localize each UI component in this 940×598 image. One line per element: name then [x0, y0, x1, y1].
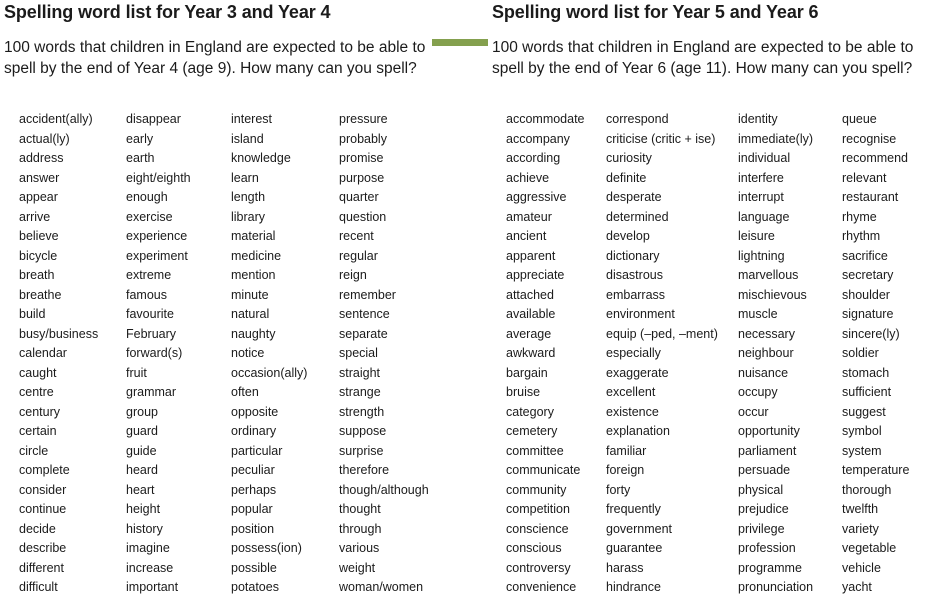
word-item: opposite	[231, 404, 279, 419]
word-item: heart	[126, 482, 155, 497]
word-item: guarantee	[606, 541, 663, 555]
word-item: potatoes	[231, 580, 279, 594]
word-item: parliament	[738, 443, 797, 458]
word-item: famous	[126, 287, 167, 302]
word-item: shoulder	[842, 287, 890, 302]
word-item: history	[126, 521, 163, 536]
word-item: disappear	[126, 112, 181, 126]
word-item: persuade	[738, 463, 791, 477]
word-item: answer	[19, 170, 60, 185]
word-item: committee	[506, 443, 564, 458]
word-item: relevant	[842, 170, 887, 185]
word-item: separate	[339, 326, 388, 341]
word-item: competition	[506, 502, 570, 516]
word-item: centre	[19, 385, 54, 399]
word-item: continue	[19, 502, 67, 516]
word-item: notice	[231, 346, 265, 360]
word-item: vegetable	[842, 541, 897, 555]
word-item: favourite	[126, 307, 174, 321]
word-item: individual	[738, 151, 791, 165]
word-item: equip (–ped, –ment)	[606, 326, 718, 341]
word-item: accident(ally)	[19, 112, 93, 126]
word-item: important	[126, 580, 179, 594]
word-item: thought	[339, 502, 381, 516]
word-item: sentence	[339, 307, 390, 321]
word-item: nuisance	[738, 365, 789, 380]
word-item: yacht	[842, 580, 872, 594]
word-item: neighbour	[738, 346, 794, 360]
word-item: awkward	[506, 346, 556, 360]
word-item: suggest	[842, 404, 886, 419]
word-item: temperature	[842, 463, 910, 477]
word-item: aggressive	[506, 190, 567, 204]
word-item: desperate	[606, 190, 662, 204]
word-item: symbol	[842, 424, 882, 438]
word-item: question	[339, 209, 387, 224]
word-item: attached	[506, 287, 554, 302]
word-item: environment	[606, 307, 675, 321]
word-item: position	[231, 521, 275, 536]
word-item: physical	[738, 482, 784, 497]
word-item: soldier	[842, 346, 879, 360]
word-item: lightning	[738, 248, 785, 263]
word-item: regular	[339, 248, 378, 263]
word-item: therefore	[339, 463, 390, 477]
word-item: profession	[738, 541, 796, 555]
word-item: particular	[231, 443, 283, 458]
word-item: experience	[126, 229, 188, 243]
year34-column-3	[231, 110, 307, 598]
word-item: minute	[231, 287, 269, 302]
word-item: pressure	[339, 112, 388, 126]
word-item: hindrance	[606, 580, 661, 594]
word-item: actual(ly)	[19, 131, 70, 146]
green-divider	[432, 39, 488, 46]
word-item: mention	[231, 268, 276, 282]
word-item: identity	[738, 112, 778, 126]
word-item: exercise	[126, 209, 173, 224]
word-item: community	[506, 482, 567, 497]
word-item: dictionary	[606, 248, 660, 263]
word-item: mischievous	[738, 287, 807, 302]
word-item: busy/business	[19, 326, 99, 341]
word-item: stomach	[842, 365, 890, 380]
word-item: calendar	[19, 346, 67, 360]
word-item: early	[126, 131, 154, 146]
word-item: bruise	[506, 385, 541, 399]
year56-title: Spelling word list for Year 5 and Year 6	[492, 2, 819, 22]
word-item: arrive	[19, 209, 51, 224]
word-item: available	[506, 307, 556, 321]
word-item: correspond	[606, 112, 669, 126]
word-item: enough	[126, 190, 168, 204]
word-item: conscience	[506, 521, 569, 536]
word-item: forty	[606, 482, 631, 497]
word-item: frequently	[606, 502, 661, 516]
word-item: describe	[19, 541, 67, 555]
word-item: foreign	[606, 463, 645, 477]
word-item: communicate	[506, 463, 581, 477]
word-item: appear	[19, 190, 58, 204]
word-item: muscle	[738, 307, 778, 321]
word-item: February	[126, 326, 177, 341]
word-item: immediate(ly)	[738, 131, 814, 146]
word-item: promise	[339, 151, 384, 165]
year56-description: 100 words that children in England are expected to be able to spell by the end of Year 6 (age 11). How many can you spell?	[492, 39, 914, 77]
word-item: restaurant	[842, 190, 899, 204]
word-item: average	[506, 326, 552, 341]
word-item: existence	[606, 404, 659, 419]
word-item: ordinary	[231, 424, 277, 438]
word-item: opportunity	[738, 424, 800, 438]
word-item: amateur	[506, 209, 552, 224]
word-item: conscious	[506, 541, 562, 555]
word-item: eight/eighth	[126, 170, 191, 185]
word-item: possible	[231, 560, 277, 575]
word-item: guide	[126, 443, 157, 458]
word-item: system	[842, 443, 882, 458]
word-item: occasion(ally)	[231, 365, 308, 380]
year34-column-4	[339, 110, 429, 598]
word-item: curiosity	[606, 151, 652, 165]
word-item: exaggerate	[606, 365, 669, 380]
word-item: especially	[606, 346, 661, 360]
word-item: ancient	[506, 229, 547, 243]
word-item: popular	[231, 502, 273, 516]
word-item: group	[126, 404, 158, 419]
word-item: bicycle	[19, 248, 58, 263]
word-item: pronunciation	[738, 580, 814, 594]
year34-column-1	[19, 110, 98, 598]
word-item: prejudice	[738, 502, 789, 516]
word-item: earth	[126, 151, 155, 165]
word-item: remember	[339, 287, 396, 302]
word-item: purpose	[339, 170, 385, 185]
word-item: necessary	[738, 326, 795, 341]
word-item: forward(s)	[126, 346, 183, 360]
word-item: determined	[606, 209, 669, 224]
word-item: recent	[339, 229, 374, 243]
year34-title: Spelling word list for Year 3 and Year 4	[4, 2, 331, 22]
word-item: learn	[231, 170, 259, 185]
word-item: convenience	[506, 580, 577, 594]
year34-description: 100 words that children in England are expected to be able to spell by the end of Year 4 (age 9). How many can you spell?	[4, 39, 426, 77]
word-item: strange	[339, 385, 381, 399]
word-item: weight	[339, 560, 376, 575]
word-item: interfere	[738, 170, 784, 185]
year56-column-1	[506, 110, 585, 598]
word-item: experiment	[126, 248, 188, 263]
word-item: disastrous	[606, 268, 663, 282]
word-item: often	[231, 385, 259, 399]
word-item: harass	[606, 560, 644, 575]
word-item: believe	[19, 229, 59, 243]
word-item: through	[339, 521, 382, 536]
word-item: certain	[19, 424, 57, 438]
word-item: programme	[738, 560, 802, 575]
word-item: library	[231, 209, 266, 224]
word-item: familiar	[606, 443, 647, 458]
year56-column-3	[738, 110, 813, 598]
word-item: cemetery	[506, 424, 558, 438]
word-item: sincere(ly)	[842, 326, 900, 341]
word-item: island	[231, 131, 264, 146]
word-item: decide	[19, 521, 56, 536]
word-item: century	[19, 404, 60, 419]
word-item: probably	[339, 131, 387, 146]
word-item: rhythm	[842, 229, 881, 243]
word-item: explanation	[606, 424, 670, 438]
word-item: fruit	[126, 365, 147, 380]
word-item: complete	[19, 463, 70, 477]
word-item: knowledge	[231, 151, 291, 165]
year56-column-2	[606, 110, 718, 598]
word-item: thorough	[842, 482, 892, 497]
word-item: suppose	[339, 424, 387, 438]
word-item: vehicle	[842, 560, 881, 575]
word-item: imagine	[126, 541, 170, 555]
word-item: increase	[126, 560, 174, 575]
word-item: bargain	[506, 365, 548, 380]
word-item: accommodate	[506, 112, 585, 126]
word-item: different	[19, 560, 64, 575]
word-item: peculiar	[231, 463, 275, 477]
word-item: occupy	[738, 385, 778, 399]
word-item: perhaps	[231, 482, 277, 497]
word-item: rhyme	[842, 209, 877, 224]
word-item: material	[231, 229, 276, 243]
word-item: guard	[126, 424, 158, 438]
word-item: height	[126, 502, 161, 516]
word-item: interrupt	[738, 190, 784, 204]
word-item: sacrifice	[842, 248, 888, 263]
word-item: recommend	[842, 151, 908, 165]
word-item: strength	[339, 404, 385, 419]
word-item: recognise	[842, 131, 897, 146]
word-item: controversy	[506, 560, 571, 575]
word-item: appreciate	[506, 268, 565, 282]
word-item: twelfth	[842, 502, 879, 516]
word-item: circle	[19, 443, 49, 458]
word-item: though/although	[339, 482, 429, 497]
word-item: leisure	[738, 229, 775, 243]
word-item: reign	[339, 268, 367, 282]
word-item: build	[19, 307, 46, 321]
word-item: possess(ion)	[231, 541, 302, 555]
word-item: naughty	[231, 326, 276, 341]
word-item: signature	[842, 307, 894, 321]
word-item: according	[506, 151, 561, 165]
word-item: occur	[738, 404, 769, 419]
word-item: interest	[231, 112, 272, 126]
word-item: straight	[339, 365, 380, 380]
word-item: quarter	[339, 190, 379, 204]
word-item: secretary	[842, 268, 894, 282]
word-item: government	[606, 521, 673, 536]
word-item: heard	[126, 463, 158, 477]
word-item: variety	[842, 521, 879, 536]
word-item: language	[738, 209, 790, 224]
word-item: difficult	[19, 580, 58, 594]
word-item: grammar	[126, 385, 177, 399]
word-item: breath	[19, 268, 55, 282]
word-item: caught	[19, 365, 57, 380]
word-item: queue	[842, 112, 877, 126]
word-item: excellent	[606, 385, 656, 399]
word-item: marvellous	[738, 268, 799, 282]
word-item: apparent	[506, 248, 556, 263]
word-item: natural	[231, 307, 270, 321]
year34-column-2	[126, 110, 191, 598]
word-item: accompany	[506, 131, 570, 146]
word-item: category	[506, 404, 554, 419]
word-item: embarrass	[606, 287, 666, 302]
word-item: criticise (critic + ise)	[606, 131, 716, 146]
word-item: various	[339, 541, 380, 555]
word-item: definite	[606, 170, 647, 185]
word-item: address	[19, 151, 64, 165]
word-item: sufficient	[842, 385, 892, 399]
word-item: extreme	[126, 268, 172, 282]
word-item: surprise	[339, 443, 384, 458]
year56-column-4	[842, 110, 909, 598]
word-item: special	[339, 346, 378, 360]
word-item: consider	[19, 482, 67, 497]
word-item: privilege	[738, 521, 785, 536]
word-item: woman/women	[339, 580, 424, 594]
word-item: length	[231, 190, 266, 204]
word-item: medicine	[231, 248, 282, 263]
word-item: breathe	[19, 287, 62, 302]
word-item: achieve	[506, 170, 550, 185]
word-item: develop	[606, 229, 650, 243]
